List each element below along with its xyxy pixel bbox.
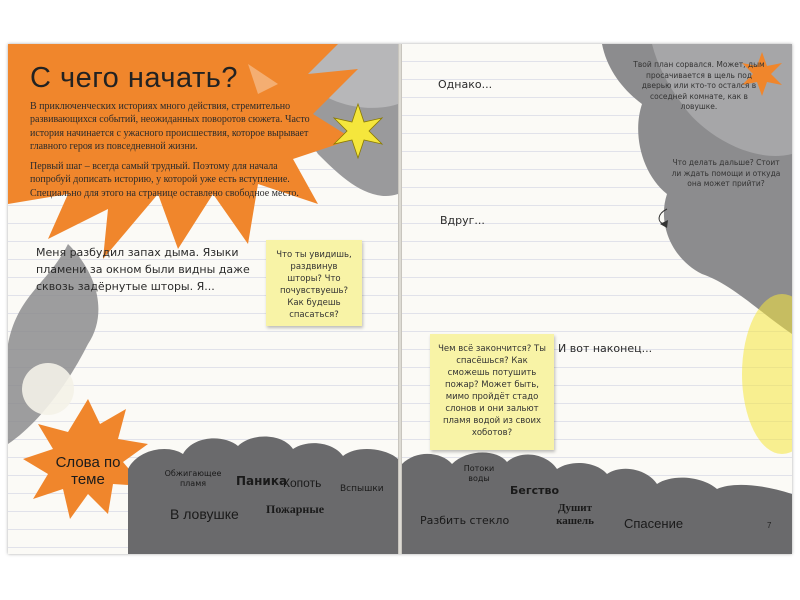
sticky-note: Что ты увидишь, раздвинув шторы? Что почувствуешь? Как будешь спасаться? — [266, 240, 362, 326]
word-chip: Вспышки — [340, 484, 384, 494]
intro-paragraph: В приключенческих историях много действия, стремительно развивающихся событий, неожиданных поворотов сюжета. Часто история начинается с ужасного происшествия, которое вырывает главного героя из повседневной жизни. — [30, 101, 310, 152]
prompt-suddenly: Вдруг... — [440, 214, 485, 227]
word-chip: Спасение — [624, 516, 684, 531]
arrow-icon — [660, 220, 668, 228]
sticky-note: Чем всё закончится? Ты спасёшься? Как сможешь потушить пожар? Может быть, мимо пройдёт стадо слонов и они зальют пламя водой из своих хоботов? — [430, 334, 554, 450]
story-opening: Меня разбудил запах дыма. Языки пламени за окном были видны даже сквозь задёрнутые шторы. Я... — [36, 246, 250, 293]
intro-text — [30, 100, 310, 207]
cloud-band-left — [128, 437, 398, 554]
page-title: С чего начать? — [30, 62, 238, 94]
side-note: Твой план сорвался. Может, дым просачивается в щель под дверью или кто-то остался в соседней комнате, как в ловушке. — [633, 60, 765, 111]
word-chip: Бегство — [510, 484, 560, 497]
topic-heading: Слова по теме — [55, 454, 121, 488]
right-page — [402, 44, 792, 554]
word-chip: Копоть — [283, 476, 322, 490]
glow-circle — [22, 363, 74, 415]
page-number: 7 — [767, 521, 772, 530]
word-chip: Обжигающее пламя — [164, 469, 222, 488]
intro-paragraph: Первый шаг – всегда самый трудный. Поэтому для начала попробуй дописать историю, у которой уже есть вступление. Специально для этого на странице оставлено свободное место. — [30, 161, 299, 199]
left-page — [8, 44, 398, 554]
prompt-however: Однако... — [438, 78, 493, 91]
prompt-finally: И вот наконец... — [558, 342, 653, 355]
word-chip: Душит кашель — [556, 502, 594, 527]
word-chip: Разбить стекло — [420, 514, 510, 527]
word-chip: Пожарные — [266, 502, 325, 516]
book-spread — [8, 44, 792, 554]
word-chip: Потоки воды — [463, 464, 495, 483]
side-note: Что делать дальше? Стоит ли ждать помощи и откуда она может прийти? — [671, 158, 781, 188]
glow-right — [742, 294, 792, 454]
word-chip: В ловушке — [170, 506, 239, 522]
word-chip: Паника — [236, 474, 288, 488]
